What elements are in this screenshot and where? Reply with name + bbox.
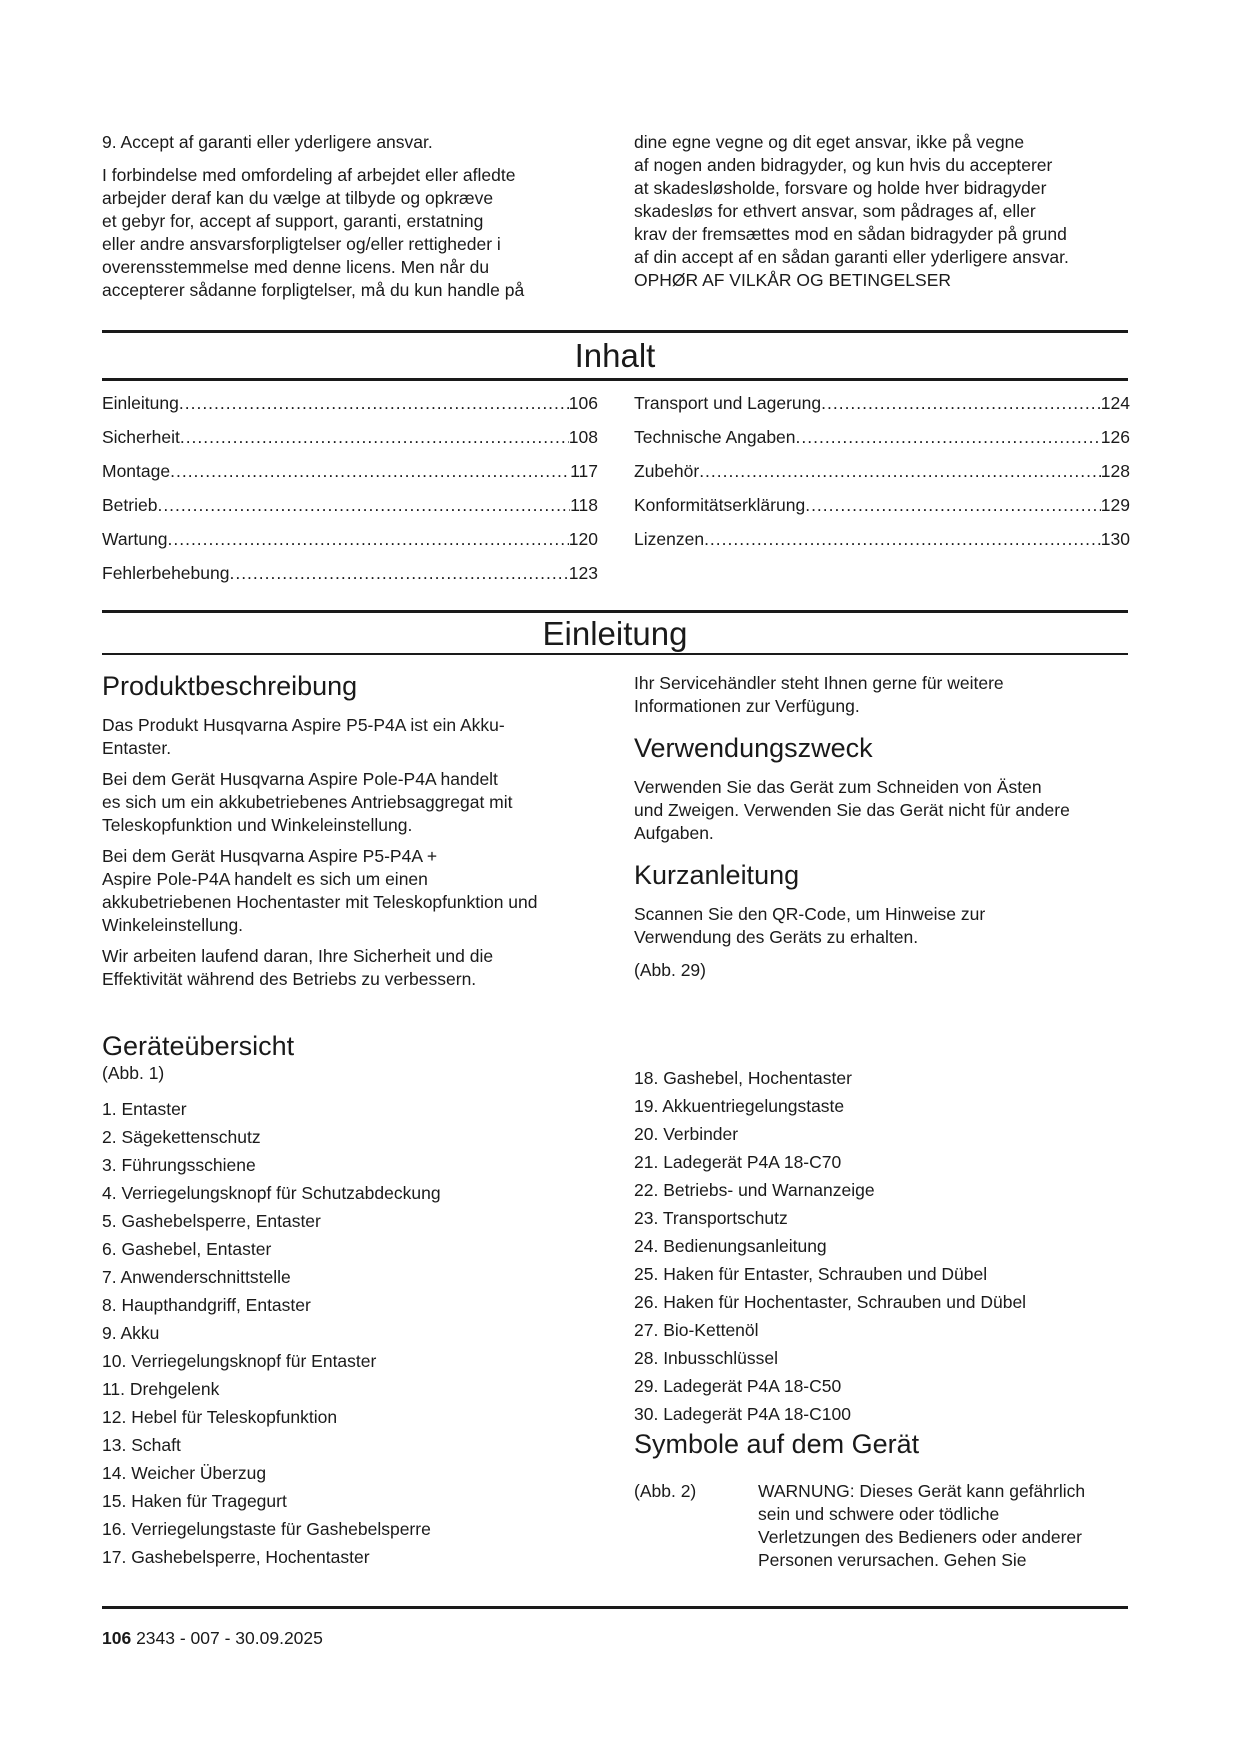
document-id: 2343 - 007 - 30.09.2025	[131, 1628, 323, 1648]
overview-list	[102, 1095, 598, 1571]
toc-entry-page: 106	[568, 393, 598, 413]
text-line: Winkeleinstellung.	[102, 915, 244, 935]
intro-title: Einleitung	[542, 615, 688, 652]
toc-entry-title: Lizenzen	[634, 529, 705, 549]
manual-page	[102, 0, 1128, 1754]
toc-leader	[179, 392, 569, 414]
list-item: 7. Anwenderschnittstelle	[102, 1267, 291, 1287]
toc-entry-page: 120	[568, 529, 598, 549]
text-line: akkubetriebenen Hochentaster mit Teleskopfunktion und	[102, 892, 538, 912]
list-item: 22. Betriebs- und Warnanzeige	[634, 1180, 875, 1200]
section-rule-bottom	[102, 378, 1128, 381]
purpose-heading: Verwendungszweck	[634, 733, 873, 763]
text-line: accepterer sådanne forpligtelser, må du kun handle på	[102, 280, 525, 300]
list-item: 23. Transportschutz	[634, 1208, 788, 1228]
text-line: at skadesløsholde, forsvare og holde hver bidragyder	[634, 178, 1047, 198]
section-rule-bottom	[102, 653, 1128, 655]
list-item: 24. Bedienungsanleitung	[634, 1236, 827, 1256]
text-line: WARNUNG: Dieses Gerät kann gefährlich	[758, 1481, 1086, 1501]
toc-entry-title: Technische Angaben	[634, 427, 796, 447]
list-item: 6. Gashebel, Entaster	[102, 1239, 272, 1259]
list-item: 21. Ladegerät P4A 18-C70	[634, 1152, 842, 1172]
quickguide-paragraph	[634, 903, 1130, 949]
list-item: 9. Akku	[102, 1323, 160, 1343]
text-line: Verwendung des Geräts zu erhalten.	[634, 927, 919, 947]
toc-entry-page: 128	[1100, 461, 1130, 481]
overview-right-column	[634, 1064, 1130, 1572]
text-line: Verletzungen des Bedieners oder anderer	[758, 1527, 1082, 1547]
list-item: 4. Verriegelungsknopf für Schutzabdeckung	[102, 1183, 441, 1203]
text-line: Aufgaben.	[634, 823, 714, 843]
text-line: I forbindelse med omfordeling af arbejdet eller afledte	[102, 165, 516, 185]
list-item: 3. Führungsschiene	[102, 1155, 256, 1175]
license-left-text	[102, 164, 598, 302]
toc-entry[interactable]	[102, 528, 598, 562]
text-line: Scannen Sie den QR-Code, um Hinweise zur	[634, 904, 986, 924]
text-line: dine egne vegne og dit eget ansvar, ikke på vegne	[634, 132, 1025, 152]
toc-entry[interactable]	[102, 460, 598, 494]
toc-entry-page: 118	[570, 495, 598, 515]
text-line: Entaster.	[102, 738, 172, 758]
text-line: et gebyr for, accept af support, garanti, erstatning	[102, 211, 484, 231]
list-item: 27. Bio-Kettenöl	[634, 1320, 759, 1340]
toc-entry-title: Fehlerbehebung	[102, 563, 230, 583]
service-paragraph	[634, 672, 1130, 718]
toc-entry[interactable]	[634, 528, 1130, 562]
toc-leader	[805, 494, 1101, 516]
text-line: Effektivität während des Betriebs zu verbessern.	[102, 969, 477, 989]
toc-leader	[704, 528, 1101, 550]
symbols-heading: Symbole auf dem Gerät	[634, 1429, 920, 1459]
symbol-entry	[634, 1480, 1130, 1572]
list-item: 1. Entaster	[102, 1099, 187, 1119]
toc-entry-title: Zubehör	[634, 461, 700, 481]
text-line: af din accept af en sådan garanti eller yderligere ansvar.	[634, 247, 1069, 267]
list-item: 18. Gashebel, Hochentaster	[634, 1068, 852, 1088]
list-item: 19. Akkuentriegelungstaste	[634, 1096, 845, 1116]
toc-entry-page: 130	[1100, 529, 1130, 549]
list-item: 16. Verriegelungstaste für Gashebelsperre	[102, 1519, 431, 1539]
toc-entry-title: Wartung	[102, 529, 168, 549]
toc-entry-title: Sicherheit	[102, 427, 180, 447]
intro-right-column	[634, 672, 1130, 982]
intro-left-column	[102, 670, 598, 991]
toc-entry-title: Transport und Lagerung	[634, 393, 822, 413]
text-line: arbejder deraf kan du vælge at tilbyde og opkræve	[102, 188, 494, 208]
product-paragraph	[102, 845, 598, 937]
overview-heading: Geräteübersicht	[102, 1031, 295, 1061]
list-item: 28. Inbusschlüssel	[634, 1348, 778, 1368]
toc-entry[interactable]	[634, 392, 1130, 426]
text-line: Wir arbeiten laufend daran, Ihre Sicherheit und die	[102, 946, 494, 966]
text-line: es sich um ein akkubetriebenes Antriebsaggregat mit	[102, 792, 513, 812]
figure-reference: (Abb. 1)	[102, 1063, 165, 1083]
toc-leader	[168, 528, 569, 550]
text-line: Bei dem Gerät Husqvarna Aspire Pole-P4A handelt	[102, 769, 498, 789]
text-line: overensstemmelse med denne licens. Men når du	[102, 257, 490, 277]
toc-entry-page: 123	[568, 563, 598, 583]
figure-reference: (Abb. 2)	[634, 1481, 697, 1501]
toc-entry[interactable]	[634, 426, 1130, 460]
toc-entry[interactable]	[102, 392, 598, 426]
text-line: skadesløs for ethvert ansvar, som pådrages af, eller	[634, 201, 1036, 221]
text-line: Informationen zur Verfügung.	[634, 696, 860, 716]
overview-left-column	[102, 1030, 598, 1571]
text-line: Personen verursachen. Gehen Sie	[758, 1550, 1027, 1570]
toc-leader	[699, 460, 1101, 482]
toc-entry-title: Betrieb	[102, 495, 158, 515]
toc-entry-page: 126	[1100, 427, 1130, 447]
toc-leader	[229, 562, 568, 584]
list-item: 15. Haken für Tragegurt	[102, 1491, 287, 1511]
figure-reference: (Abb. 29)	[634, 960, 706, 980]
text-line: Verwenden Sie das Gerät zum Schneiden von Ästen	[634, 777, 1042, 797]
product-paragraph	[102, 714, 598, 760]
text-line: OPHØR AF VILKÅR OG BETINGELSER	[634, 270, 952, 290]
section-rule-top	[102, 330, 1128, 333]
list-item: 20. Verbinder	[634, 1124, 739, 1144]
list-item: 5. Gashebelsperre, Entaster	[102, 1211, 321, 1231]
list-item: 17. Gashebelsperre, Hochentaster	[102, 1547, 370, 1567]
text-line: Aspire Pole-P4A handelt es sich um einen	[102, 869, 428, 889]
list-item: 14. Weicher Überzug	[102, 1463, 267, 1483]
toc-left	[102, 392, 598, 596]
footer-rule	[102, 1606, 1128, 1609]
list-item: 2. Sägekettenschutz	[102, 1127, 261, 1147]
toc-leader	[170, 460, 570, 482]
text-line: krav der fremsættes mod en sådan bidragyder på grund	[634, 224, 1067, 244]
toc-leader	[821, 392, 1101, 414]
license-left-column	[102, 131, 598, 302]
list-item: 13. Schaft	[102, 1435, 181, 1455]
list-item: 29. Ladegerät P4A 18-C50	[634, 1376, 842, 1396]
toc-entry-page: 129	[1100, 495, 1130, 515]
text-line: af nogen anden bidragyder, og kun hvis du accepterer	[634, 155, 1053, 175]
list-item: 8. Haupthandgriff, Entaster	[102, 1295, 311, 1315]
quickguide-heading: Kurzanleitung	[634, 860, 800, 890]
toc-title: Inhalt	[574, 337, 656, 374]
list-item: 25. Haken für Entaster, Schrauben und Dübel	[634, 1264, 988, 1284]
toc-entry-title: Konformitätserklärung	[634, 495, 806, 515]
toc-entry-title: Montage	[102, 461, 171, 481]
toc-leader	[796, 426, 1101, 448]
overview-list-continued	[634, 1064, 1130, 1428]
list-item: 30. Ladegerät P4A 18-C100	[634, 1404, 851, 1424]
product-description-heading: Produktbeschreibung	[102, 671, 358, 701]
toc-entry[interactable]	[634, 460, 1130, 494]
product-paragraph	[102, 945, 598, 991]
section-rule-top	[102, 610, 1128, 613]
warning-text	[758, 1480, 1130, 1572]
list-item: 26. Haken für Hochentaster, Schrauben und Dübel	[634, 1292, 1027, 1312]
page-number: 106	[102, 1628, 132, 1648]
text-line: Teleskopfunktion und Winkeleinstellung.	[102, 815, 413, 835]
text-line: Bei dem Gerät Husqvarna Aspire P5-P4A +	[102, 846, 438, 866]
toc-leader	[180, 426, 569, 448]
purpose-paragraph	[634, 776, 1130, 845]
product-paragraph	[102, 768, 598, 837]
toc-entry-title: Einleitung	[102, 393, 179, 413]
toc-entry[interactable]	[634, 494, 1130, 528]
toc-right	[634, 392, 1130, 562]
toc-entry-page: 124	[1100, 393, 1130, 413]
text-line: und Zweigen. Verwenden Sie das Gerät nicht für andere	[634, 800, 1070, 820]
text-line: eller andre ansvarsforpligtelser og/eller rettigheder i	[102, 234, 501, 254]
list-item: 10. Verriegelungsknopf für Entaster	[102, 1351, 377, 1371]
license-right-column	[634, 131, 1130, 292]
toc-entry-page: 117	[570, 461, 598, 481]
toc-entry[interactable]	[102, 494, 598, 528]
text-line: sein und schwere oder tödliche	[758, 1504, 1000, 1524]
text-line: Das Produkt Husqvarna Aspire P5-P4A ist ein Akku-	[102, 715, 505, 735]
list-item: 11. Drehgelenk	[102, 1379, 220, 1399]
toc-leader	[157, 494, 570, 516]
page-footer	[102, 1628, 323, 1649]
toc-entry[interactable]	[102, 562, 598, 596]
toc-entry-page: 108	[568, 427, 598, 447]
text-line: Ihr Servicehändler steht Ihnen gerne für weitere	[634, 673, 1004, 693]
list-item: 12. Hebel für Teleskopfunktion	[102, 1407, 338, 1427]
license-heading: 9. Accept af garanti eller yderligere ansvar.	[102, 132, 433, 152]
toc-entry[interactable]	[102, 426, 598, 460]
